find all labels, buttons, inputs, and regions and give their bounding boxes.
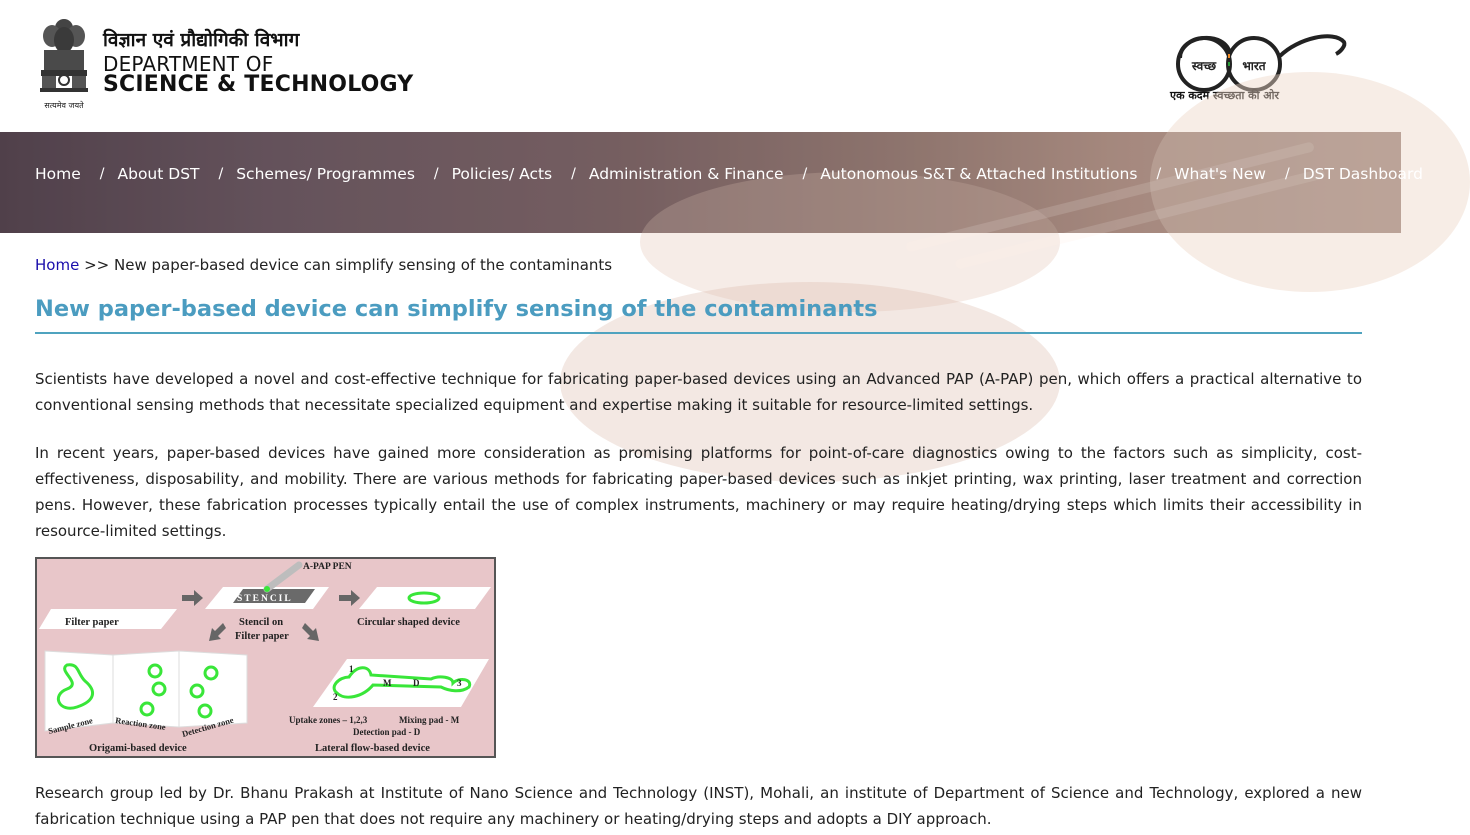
label-detection-d: D — [413, 678, 420, 688]
label-stencil-on-filter: Filter paper — [235, 631, 289, 642]
nav-separator: / — [1284, 166, 1290, 182]
label-sample-zone: Sample zone — [47, 715, 94, 736]
label-origami: Origami-based device — [89, 743, 187, 754]
label-filter-paper: Filter paper — [65, 617, 119, 628]
nav-item-about-dst[interactable]: About DST — [117, 165, 200, 183]
nav-separator: / — [571, 166, 576, 182]
pen-icon — [267, 565, 299, 589]
nav-menu — [35, 162, 1423, 186]
pen-tip — [264, 586, 270, 592]
department-name-line2: SCIENCE & TECHNOLOGY — [103, 72, 414, 97]
nav-item-whats-new[interactable]: What's New — [1174, 165, 1266, 183]
label-reaction-zone: Reaction zone — [114, 715, 167, 733]
label-uptake-zones: Uptake zones – 1,2,3 — [289, 715, 368, 725]
label-zone-3: 3 — [457, 678, 462, 688]
label-detection-zone: Detection zone — [180, 714, 235, 739]
label-detection-pad: Detection pad - D — [353, 727, 421, 737]
swachh-left-text: स्वच्छ — [1191, 59, 1217, 73]
breadcrumb — [35, 256, 612, 274]
emblem-caption: सत्यमेव जयते — [44, 101, 84, 110]
arrow-icon — [209, 623, 226, 641]
label-pen: A-PAP PEN — [303, 562, 352, 572]
arrow-icon — [339, 590, 360, 606]
arrow-icon — [302, 623, 319, 641]
department-name-line1: DEPARTMENT OF — [103, 52, 274, 76]
nav-separator: / — [802, 166, 808, 182]
origami-panel — [179, 651, 247, 727]
main-navigation — [0, 132, 1423, 233]
label-zone-2: 2 — [333, 692, 338, 702]
department-hindi-name: विज्ञान एवं प्रौद्योगिकी विभाग — [103, 29, 300, 51]
nav-item-home[interactable]: Home — [35, 165, 81, 183]
lateral-device-sheet — [313, 659, 489, 707]
nav-item-administration[interactable]: Administration & Finance — [588, 165, 784, 183]
label-mixing-pad: Mixing pad - M — [399, 715, 460, 725]
label-lateral: Lateral flow-based device — [315, 743, 430, 754]
breadcrumb-home-link[interactable]: Home — [35, 256, 80, 274]
nav-separator: / — [99, 166, 105, 182]
article-paragraph: Scientists have developed a novel and cost-effective technique for fabricating paper-based devices using an Advanced PAP (A-PAP) pen, which offers a practical alternative to conventional sensing methods that necessitate specialized equipment and expertise making it suitable for resource-limited settings. — [35, 370, 1362, 414]
nav-separator: / — [433, 166, 439, 182]
nav-item-schemes[interactable]: Schemes/ Programmes — [236, 165, 415, 183]
label-stencil: STENCIL — [237, 594, 293, 604]
label-zone-1: 1 — [349, 664, 354, 674]
page-title: New paper-based device can simplify sensing of the contaminants — [35, 296, 1362, 334]
breadcrumb-divider: >> — [84, 256, 110, 274]
label-mixing-m: M — [383, 678, 392, 688]
circular-device-sheet — [359, 587, 491, 609]
arrow-icon — [182, 590, 203, 606]
nav-item-policies[interactable]: Policies/ Acts — [451, 165, 553, 183]
label-circular-device: Circular shaped device — [357, 617, 460, 628]
nav-item-dashboard[interactable]: DST Dashboard — [1302, 165, 1423, 183]
fabrication-diagram — [37, 559, 494, 756]
swachh-tagline: एक कदम स्वच्छता की ओर — [1170, 89, 1280, 102]
nav-separator: / — [1156, 166, 1162, 182]
breadcrumb-current: New paper-based device can simplify sensing of the contaminants — [114, 256, 613, 274]
nav-separator: / — [218, 166, 224, 182]
article-figure[interactable] — [35, 557, 496, 758]
nav-item-autonomous[interactable]: Autonomous S&T & Attached Institutions — [820, 165, 1138, 183]
article-paragraph: Research group led by Dr. Bhanu Prakash at Institute of Nano Science and Technology (INST), Mohali, an institute of Department of Science and Technology, explored a new fabrication technique using a PAP pen that does not require any machinery or heating/drying steps and adopts a DIY approach. — [35, 784, 1362, 828]
national-emblem-icon[interactable] — [36, 14, 92, 112]
swachh-right-text: भारत — [1242, 59, 1266, 73]
label-stencil-on: Stencil on — [239, 617, 284, 628]
article-paragraph: In recent years, paper-based devices have gained more consideration as promising platforms for point-of-care diagnostics owing to the factors such as simplicity, cost-effectiveness, disposability, and mobility. There are various methods for fabricating paper-based devices such as inkjet printing, wax printing, laser treatment and correction pens. However, these fabrication processes typically entail the use of complex instruments, machinery or may require heating/drying steps which limits their accessibility in resource-limited settings. — [35, 444, 1362, 540]
